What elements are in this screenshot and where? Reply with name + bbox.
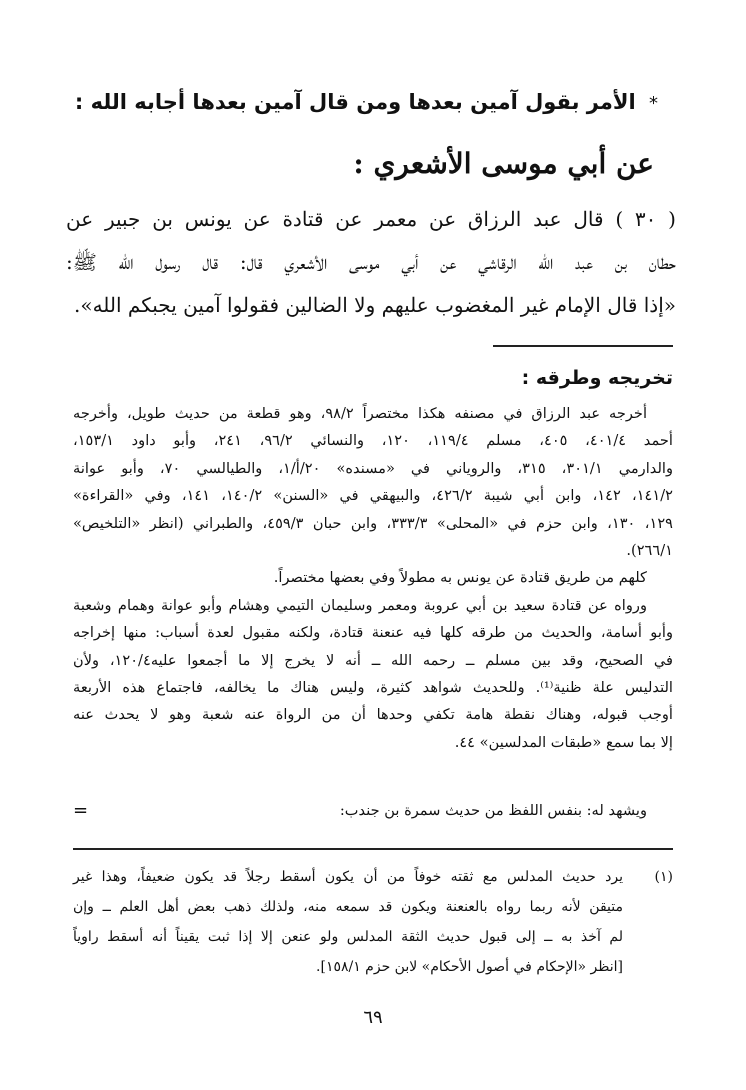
footnote-divider [73,848,673,850]
chapter-heading [40,86,658,120]
takhrij-line: ويشهد له: بنفس اللفظ من حديث سمرة بن جندب: [339,802,647,819]
footnote-marker: (١) [654,869,673,885]
footnote-line: [انظر «الإحكام في أصول الأحكام» لابن حزم ١٥٨/١]. [316,959,623,975]
takhrij-heading: تخريجه وطرقه : [521,367,673,389]
takhrij-line: ١٢٩، ١٣٠، وابن حزم في «المحلى» ٣٣٣/٣، وابن حبان ٤٥٩/٣، والطبراني (انظر «التلخيص» [73,514,673,532]
takhrij-line: إلا بما سمع «طبقات المدلسين» ٤٤. [454,733,673,751]
footnote-line: لم آخذ به ــ إلى قبول حديث الثقة المدلس ولو عنعن إلا إذا ثبت يقيناً أنه أسقط راوياً [73,929,623,945]
section-divider [493,345,673,347]
takhrij-line: ٢٦٦/١). [626,542,673,560]
takhrij-line: ورواه عن قتادة سعيد بن أبي عروبة ومعمر وسليمان التيمي وهشام وأبو عوانة وهمام وشعبة [73,596,647,614]
takhrij-line: كلهم من طريق قتادة عن يونس به مطولاً وفي بعضها مختصراً. [273,569,647,587]
takhrij-line: أخرجه عبد الرزاق في مصنفه هكذا مختصراً ٩٨/٢، وهو قطعة من حديث طويل، وأخرجه [73,405,647,422]
hadith-line: حطان بن عبد الله الرقاشي عن أبي موسى الأشعري قال: قال رسول الله ﷺ: [66,250,676,274]
takhrij-line: في الصحيح، وقد بين مسلم ــ رحمه الله ــ أنه لا يخرج إلا ما أجمعوا عليه١٢٠/٤، ولأن [73,651,673,669]
takhrij-body [73,400,673,756]
hadith-line: «إذا قال الإمام غير المغضوب عليهم ولا الضالين فقولوا آمين يجبكم الله». [73,293,676,317]
takhrij-line: والدارمي ٣٠١/١، ٣١٥، والروياني في «مسنده» ٢٠/أ/١، والطيالسي ٧٠، وأبو عوانة [73,459,673,477]
chapter-heading-text: الأمر بقول آمين بعدها ومن قال آمين بعدها أجابه الله : [74,90,636,114]
footnote-line: متيقن لأنه ربما رواه بالعنعنة ويكون قد سمعه منه، ولذلك ذهب بعض أهل العلم ــ وإن [73,899,623,915]
takhrij-line: أحمد ٤٠١/٤، ٤٠٥، مسلم ١١٩/٤، ١٢٠، والنسائي ٩٦/٢، ٢٤١، وأبو داود ١٥٣/١، [73,432,673,450]
footnote-line: يرد حديث المدلس مع ثقته خوفاً من أن يكون أسقط رجلاً قد يكون ضعيفاً، وهذا غير [73,869,623,885]
continuation-row [73,797,673,825]
hadith-text [66,198,676,327]
continuation-mark: = [73,800,89,821]
narrator-heading: عن أبي موسى الأشعري : [353,147,654,180]
page-number: ٦٩ [363,1007,383,1028]
takhrij-line: ١٤١/٢، ١٤٢، وابن أبي شيبة ٤٢٦/٢، والبيهقي في «السنن» ١٤٠/٢، ١٤١، وفي «القراءة» [73,487,673,505]
hadith-line: ( ٣٠ ) قال عبد الرزاق عن معمر عن قتادة عن يونس بن جبير عن [66,207,676,231]
takhrij-line: التدليس علة ظنية⁽¹⁾. وللحديث شواهد كثيرة، وليس هناك ما يخالفه، فاجتماع هذه الأربعة [73,679,673,697]
takhrij-line: أوجب قبوله، وهناك نقطة هامة تكفي وحدها أن من الرواة عنه شعبة وهو لا يحدث عنه [73,706,673,724]
takhrij-line: وأبو أسامة، والحديث من طرقه كلها فيه عنعنة قتادة، ولكنه مقبول لعدة أسباب: منها إخراجه [73,624,673,642]
heading-star-marker: * [649,93,658,114]
footnote [73,862,673,982]
